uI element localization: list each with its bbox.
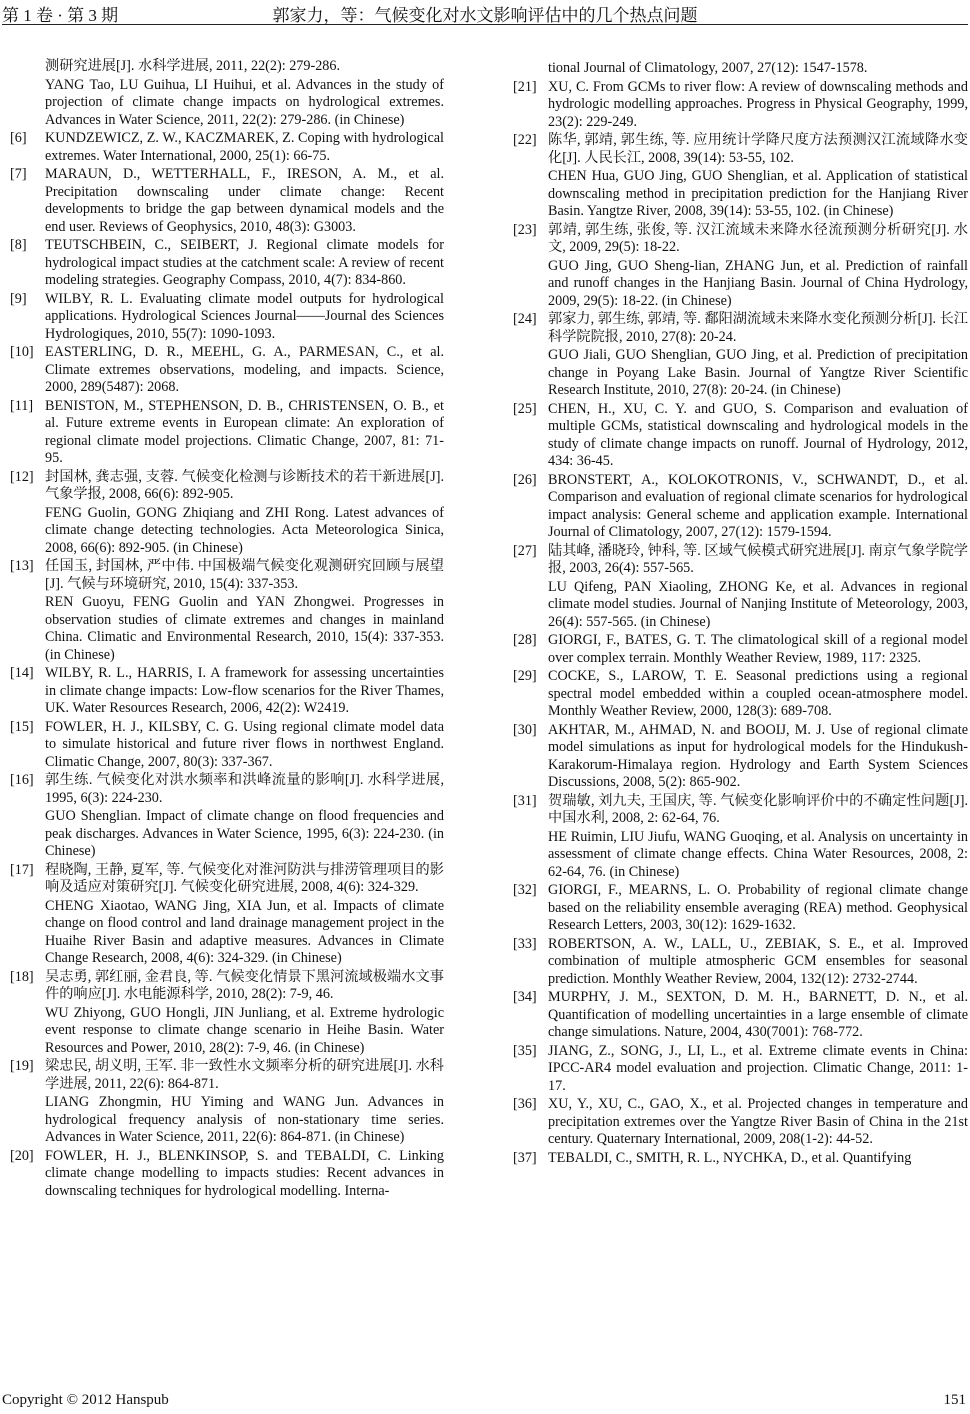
reference-number: [36] xyxy=(513,1096,537,1112)
reference-number: [21] xyxy=(513,78,537,95)
reference-number: [19] xyxy=(10,1058,34,1074)
reference-item xyxy=(513,936,968,989)
reference-item xyxy=(10,344,444,397)
reference-text: 梁忠民, 胡义明, 王军. 非一致性水文频率分析的研究进展[J]. 水科学进展, 2011, 22(6): 864-871. xyxy=(45,1058,444,1092)
reference-number: [23] xyxy=(513,221,537,238)
page-number: 151 xyxy=(943,1392,966,1408)
reference-item xyxy=(10,558,444,664)
reference-text: BRONSTERT, A., KOLOKOTRONIS, V., SCHWANDT, D., et al. Comparison and evaluation of regional climate scenarios for hydrological impact analysis: General scheme and application example. International Journal of Climatology, 2007, 27(12): 1579-1594. xyxy=(548,471,968,540)
reference-text: 陆其峰, 潘晓玲, 钟科, 等. 区域气候模式研究进展[J]. 南京气象学院学报, 2003, 26(4): 557-565. xyxy=(548,542,968,576)
reference-text: 陈华, 郭靖, 郭生练, 等. 应用统计学降尺度方法预测汉江流域降水变化[J]. 人民长江, 2008, 39(14): 53-55, 102. xyxy=(548,132,968,166)
reference-text: 程晓陶, 王静, 夏军, 等. 气候变化对淮河防洪与排涝管理项目的影响及适应对策研究[J]. 气候变化研究进展, 2008, 4(6): 324-329. xyxy=(45,861,444,895)
reference-number: [28] xyxy=(513,632,537,648)
reference-text: MARAUN, D., WETTERHALL, F., IRESON, A. M., et al. Precipitation downscaling under climate change: Recent developments to bridge the gap between dynamical models and the end user. Reviews of Geophysics, 2010, 48(3): G3003. xyxy=(45,166,444,235)
reference-item xyxy=(10,237,444,290)
reference-text: 贺瑞敏, 刘九夫, 王国庆, 等. 气候变化影响评价中的不确定性问题[J]. 中国水利, 2008, 2: 62-64, 76. xyxy=(548,792,968,826)
journal-issue: 第 1 卷 · 第 3 期 xyxy=(2,6,119,25)
reference-translation: LIANG Zhongmin, HU Yiming and WANG Jun. Advances in hydrological frequency analysis of non-stationary time series. Advances in Water Science, 2011, 22(6): 864-871. (in Chinese) xyxy=(45,1094,444,1145)
reference-item xyxy=(513,222,968,311)
page-header xyxy=(2,0,968,26)
header-rule xyxy=(2,24,968,25)
reference-item xyxy=(513,401,968,471)
reference-item xyxy=(10,1148,444,1201)
reference-number: [12] xyxy=(10,468,34,485)
reference-item xyxy=(513,989,968,1042)
reference-text: 任国玉, 封国林, 严中伟. 中国极端气候变化观测研究回顾与展望[J]. 气候与环境研究, 2010, 15(4): 337-353. xyxy=(45,558,444,592)
reference-number: [10] xyxy=(10,344,34,360)
reference-number: [31] xyxy=(513,792,537,809)
reference-text: XU, Y., XU, C., GAO, X., et al. Projected changes in temperature and precipitation extremes over the Yangtze River Basin of China in the 21st century. Quaternary International, 2009, 208(1-2): 44-52. xyxy=(548,1096,968,1147)
reference-translation: CHENG Xiaotao, WANG Jing, XIA Jun, et al. Impacts of climate change on flood control and land drainage management project in the Huaihe River Basin and adaptive measures. Advances in Climate Change Research, 2008, 4(6): 324-329. (in Chinese) xyxy=(45,897,444,966)
reference-item xyxy=(10,166,444,236)
reference-text: JIANG, Z., SONG, J., LI, L., et al. Extreme climate events in China: IPCC-AR4 model evaluation and projection. Climatic Change, 2011: 1-17. xyxy=(548,1042,968,1094)
reference-item xyxy=(10,291,444,344)
reference-number: [25] xyxy=(513,400,537,417)
reference-text: tional Journal of Climatology, 2007, 27(12): 1547-1578. xyxy=(548,60,868,76)
reference-number: [33] xyxy=(513,935,537,952)
reference-item xyxy=(513,132,968,221)
reference-number: [35] xyxy=(513,1042,537,1059)
reference-number: [6] xyxy=(10,130,27,146)
reference-item xyxy=(10,1058,444,1147)
reference-text: 吴志勇, 郭红丽, 金君良, 等. 气候变化情景下黑河流域极端水文事件的响应[J]. 水电能源科学, 2010, 28(2): 7-9, 46. xyxy=(45,968,444,1002)
reference-item xyxy=(10,469,444,558)
reference-item xyxy=(513,311,968,400)
reference-item xyxy=(10,130,444,165)
reference-item xyxy=(10,58,444,129)
reference-number: [15] xyxy=(10,718,34,735)
reference-number: [27] xyxy=(513,542,537,559)
reference-number: [24] xyxy=(513,311,537,327)
reference-item xyxy=(513,793,968,882)
reference-text: BENISTON, M., STEPHENSON, D. B., CHRISTENSEN, O. B., et al. Future extreme events in European climate: An exploration of regional climate model projections. Climatic Change, 2007, 81: 71-95. xyxy=(45,397,444,466)
reference-translation: GUO Shenglian. Impact of climate change on flood frequencies and peak discharges. Advances in Water Science, 1995, 6(3): 224-230. (in Chinese) xyxy=(45,808,444,859)
reference-item xyxy=(513,79,968,132)
references-left-column xyxy=(10,58,444,1201)
reference-number: [34] xyxy=(513,989,537,1005)
reference-translation: FENG Guolin, GONG Zhiqiang and ZHI Rong. Latest advances of climate change detecting technologies. Acta Meteorologica Sinica, 2008, 66(6): 892-905. (in Chinese) xyxy=(45,504,444,556)
reference-translation: HE Ruimin, LIU Jiufu, WANG Guoqing, et al. Analysis on uncertainty in assessment of climate change effects. China Water Resources, 2008, 2: 62-64, 76. (in Chinese) xyxy=(548,828,968,880)
reference-number: [16] xyxy=(10,772,34,788)
reference-item xyxy=(10,772,444,861)
reference-item xyxy=(513,1150,968,1168)
reference-text: FOWLER, H. J., BLENKINSOP, S. and TEBALDI, C. Linking climate change modelling to impacts studies: Recent advances in downscaling techniques for hydrological modelling. Interna- xyxy=(45,1147,444,1199)
reference-translation: WU Zhiyong, GUO Hongli, JIN Junliang, et al. Extreme hydrologic event response to climate change scenario in Heihe Basin. Water Resources and Power, 2010, 28(2): 7-9, 46. (in Chinese) xyxy=(45,1004,444,1056)
reference-number: [30] xyxy=(513,721,537,738)
reference-number: [8] xyxy=(10,237,27,253)
reference-number: [7] xyxy=(10,166,27,182)
reference-translation: CHEN Hua, GUO Jing, GUO Shenglian, et al. Application of statistical downscaling method in precipitation prediction for the Hanjiang River Basin. Yangtze River, 2008, 39(14): 53-55, 102. (in Chinese) xyxy=(548,168,968,219)
reference-text: WILBY, R. L. Evaluating climate model outputs for hydrological applications. Hydrological Sciences Journal——Journal des Sciences Hydrologiques, 2010, 55(7): 1090-1093. xyxy=(45,290,444,342)
reference-text: 测研究进展[J]. 水科学进展, 2011, 22(2): 279-286. xyxy=(45,58,341,74)
reference-number: [22] xyxy=(513,132,537,148)
reference-text: COCKE, S., LAROW, T. E. Seasonal predictions using a regional spectral model embedded within a coupled ocean-atmosphere model. Monthly Weather Review, 2000, 128(3): 689-708. xyxy=(548,668,968,719)
reference-item xyxy=(10,862,444,968)
reference-translation: LU Qifeng, PAN Xiaoling, ZHONG Ke, et al. Advances in regional climate model studies. Journal of Nanjing Institute of Meteorology, 2003, 26(4): 557-565. (in Chinese) xyxy=(548,578,968,630)
reference-number: [11] xyxy=(10,397,34,414)
reference-item xyxy=(513,722,968,792)
reference-text: KUNDZEWICZ, Z. W., KACZMAREK, Z. Coping with hydrological extremes. Water International, 2000, 25(1): 66-75. xyxy=(45,130,444,164)
reference-item xyxy=(10,969,444,1058)
reference-text: EASTERLING, D. R., MEEHL, G. A., PARMESAN, C., et al. Climate extremes observations, modeling, and impacts. Science, 2000, 289(5487): 2068. xyxy=(45,344,444,395)
reference-item xyxy=(10,665,444,718)
references-right-column xyxy=(513,60,968,1168)
reference-item xyxy=(513,1096,968,1149)
reference-text: CHEN, H., XU, C. Y. and GUO, S. Comparison and evaluation of multiple GCMs, statistical downscaling and hydrological models in the study of climate change impacts on runoff. Journal of Hydrology, 2012, 434: 36-45. xyxy=(548,400,968,469)
reference-item xyxy=(10,719,444,772)
reference-text: GIORGI, F., BATES, G. T. The climatological skill of a regional model over complex terrain. Monthly Weather Review, 1989, 117: 2325. xyxy=(548,632,968,666)
reference-number: [13] xyxy=(10,558,34,574)
reference-number: [29] xyxy=(513,668,537,684)
reference-text: 郭家力, 郭生练, 郭靖, 等. 鄱阳湖流域未来降水变化预测分析[J]. 长江科学院院报, 2010, 27(8): 20-24. xyxy=(548,311,968,345)
reference-text: FOWLER, H. J., KILSBY, C. G. Using regional climate model data to simulate historical and future river flows in northwest England. Climatic Change, 2007, 80(3): 337-367. xyxy=(45,718,444,770)
reference-text: XU, C. From GCMs to river flow: A review of downscaling methods and hydrologic modelling approaches. Progress in Physical Geography, 1999, 23(2): 229-249. xyxy=(548,78,968,130)
reference-text: TEUTSCHBEIN, C., SEIBERT, J. Regional climate models for hydrological impact studies at the catchment scale: A review of recent modeling strategies. Geography Compass, 2010, 4(7): 834-860. xyxy=(45,237,444,288)
reference-text: TEBALDI, C., SMITH, R. L., NYCHKA, D., et al. Quantifying xyxy=(548,1149,912,1166)
reference-number: [37] xyxy=(513,1149,537,1166)
reference-text: ROBERTSON, A. W., LALL, U., ZEBIAK, S. E., et al. Improved combination of multiple atmospheric GCM ensembles for seasonal prediction. Monthly Weather Review, 2004, 132(12): 2732-2744. xyxy=(548,935,968,987)
reference-text: 郭生练. 气候变化对洪水频率和洪峰流量的影响[J]. 水科学进展, 1995, 6(3): 224-230. xyxy=(45,772,444,806)
reference-text: 郭靖, 郭生练, 张俊, 等. 汉江流域未来降水径流预测分析研究[J]. 水文, 2009, 29(5): 18-22. xyxy=(548,221,968,255)
reference-translation: YANG Tao, LU Guihua, LI Huihui, et al. Advances in the study of projection of climate change impacts on hydrological extremes. Advances in Water Science, 2011, 22(2): 279-286. (in Chinese) xyxy=(45,76,444,128)
reference-number: [18] xyxy=(10,968,34,985)
reference-translation: GUO Jiali, GUO Shenglian, GUO Jing, et al. Prediction of precipitation change in Poyang Lake Basin. Journal of Yangtze River Scientific Research Institute, 2010, 27(8): 20-24. (in Chinese) xyxy=(548,347,968,398)
reference-item xyxy=(513,543,968,632)
reference-text: GIORGI, F., MEARNS, L. O. Probability of regional climate change based on the reliability ensemble averaging (REA) method. Geophysical Research Letters, 2003, 30(12): 1629-1632. xyxy=(548,882,968,933)
reference-number: [20] xyxy=(10,1147,34,1164)
reference-item xyxy=(513,668,968,721)
reference-translation: GUO Jing, GUO Sheng-lian, ZHANG Jun, et al. Prediction of rainfall and runoff changes in the Hanjiang Basin. Journal of China Hydrology, 2009, 29(5): 18-22. (in Chinese) xyxy=(548,257,968,309)
reference-item xyxy=(10,398,444,468)
reference-text: MURPHY, J. M., SEXTON, D. M. H., BARNETT, D. N., et al. Quantification of modelling uncertainties in a large ensemble of climate change simulations. Nature, 2004, 430(7001): 768-772. xyxy=(548,989,968,1040)
reference-number: [32] xyxy=(513,882,537,898)
copyright-notice: Copyright © 2012 Hanspub xyxy=(2,1392,169,1408)
reference-item xyxy=(513,632,968,667)
reference-number: [14] xyxy=(10,665,34,681)
reference-number: [17] xyxy=(10,861,34,878)
reference-item xyxy=(513,882,968,935)
reference-item xyxy=(513,60,968,78)
running-title: 郭家力，等：气候变化对水文影响评估中的几个热点问题 xyxy=(272,6,698,25)
reference-item xyxy=(513,1043,968,1096)
reference-number: [26] xyxy=(513,471,537,488)
reference-text: AKHTAR, M., AHMAD, N. and BOOIJ, M. J. Use of regional climate model simulations as input for hydrological models for the Hindukush-Karakorum-Himalaya region. Hydrology and Earth System Sciences Discussions, 2008, 5(2): 865-902. xyxy=(548,721,968,790)
reference-number: [9] xyxy=(10,290,27,307)
reference-text: WILBY, R. L., HARRIS, I. A framework for assessing uncertainties in climate change impacts: Low-flow scenarios for the River Thames, UK. Water Resources Research, 2006, 42(2): W2419. xyxy=(45,665,444,716)
reference-item xyxy=(513,472,968,542)
reference-text: 封国林, 龚志强, 支蓉. 气候变化检测与诊断技术的若干新进展[J]. 气象学报, 2008, 66(6): 892-905. xyxy=(45,468,444,502)
reference-translation: REN Guoyu, FENG Guolin and YAN Zhongwei. Progresses in observation studies of climate extremes and changes in mainland China. Climatic and Environmental Research, 2010, 15(4): 337-353. (in Chinese) xyxy=(45,594,444,663)
